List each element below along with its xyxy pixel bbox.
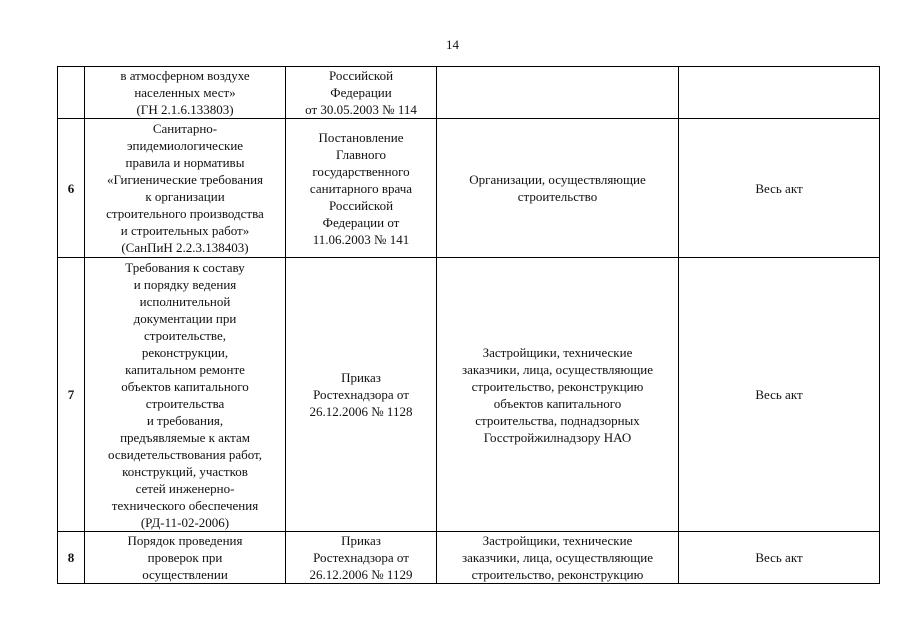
approving-act-cell-line: 26.12.2006 № 1128 xyxy=(309,404,413,419)
subjects-cell-line: Застройщики, технические xyxy=(482,533,633,548)
document-name-cell-line: технического обеспечения xyxy=(111,497,259,513)
approving-act-cell-line: Постановление xyxy=(318,129,404,145)
subjects-cell xyxy=(437,532,679,584)
document-name-cell xyxy=(85,119,286,258)
subjects-cell xyxy=(437,67,679,119)
document-name-cell-line: к организации xyxy=(145,189,225,204)
document-name-cell-line: населенных мест» xyxy=(134,85,236,100)
document-name-cell-line: правила и нормативы xyxy=(125,155,245,170)
approving-act-cell-line: Российской xyxy=(328,197,394,213)
document-name-cell-line: сетей инженерно- xyxy=(135,480,235,496)
approving-act-cell-line: 26.12.2006 № 1129 xyxy=(309,567,413,582)
document-name-cell-line: Требования к составу xyxy=(125,259,245,275)
approving-act-cell xyxy=(286,119,437,258)
document-name-cell-line: Порядок проведения xyxy=(127,533,243,548)
approving-act-cell-line: от 30.05.2003 № 114 xyxy=(305,102,417,117)
subjects-cell-line: строительства, поднадзорных xyxy=(475,412,640,428)
scope-cell: Весь акт xyxy=(679,532,880,584)
subjects-cell xyxy=(437,119,679,258)
document-name-cell xyxy=(85,67,286,119)
document-name-cell-line: осуществлении xyxy=(142,567,228,582)
document-name-cell-line: строительстве, xyxy=(144,327,226,343)
document-name-cell-line: (ГН 2.1.6.133803) xyxy=(136,102,234,117)
subjects-cell-line: строительство, реконструкцию xyxy=(471,378,644,394)
subjects-cell xyxy=(437,258,679,532)
approving-act-cell-line: санитарного врача xyxy=(309,180,413,196)
subjects-cell-line: объектов капитального xyxy=(493,395,622,411)
approving-act-cell-line: Федерации от xyxy=(322,214,400,230)
approving-act-cell xyxy=(286,532,437,584)
subjects-cell-line: заказчики, лица, осуществляющие xyxy=(462,361,653,377)
page-number: 14 xyxy=(446,37,459,52)
scope-cell: Весь акт xyxy=(679,258,880,532)
document-name-cell-line: документации при xyxy=(133,310,237,326)
document-name-cell-line: строительного производства xyxy=(106,206,264,221)
table-row xyxy=(58,532,880,584)
table-row xyxy=(58,119,880,258)
row-number: 8 xyxy=(58,532,85,584)
document-name-cell-line: исполнительной xyxy=(139,293,231,309)
scope-cell: Весь акт xyxy=(679,119,880,258)
document-name-cell-line: (РД-11-02-2006) xyxy=(140,514,230,530)
acts-table xyxy=(57,66,880,584)
document-name-cell-line: освидетельствования работ, xyxy=(108,446,262,462)
document-name-cell-line: Санитарно- xyxy=(152,121,218,136)
approving-act-cell-line: Федерации xyxy=(330,85,392,100)
document-name-cell-line: в атмосферном воздухе xyxy=(120,68,250,83)
approving-act-cell-line: Главного xyxy=(336,146,386,162)
document-name-cell-line: реконструкции, xyxy=(141,344,229,360)
document-name-cell-line: и порядку ведения xyxy=(133,276,237,292)
subjects-cell-line: Госстройжилнадзору НАО xyxy=(483,429,632,445)
subjects-cell-line: строительство xyxy=(517,189,598,204)
document-name-cell-line: конструкций, участков xyxy=(122,463,248,479)
document-name-cell-line: и требования, xyxy=(146,412,224,428)
scope-cell xyxy=(679,67,880,119)
subjects-cell-line: Организации, осуществляющие xyxy=(469,172,646,187)
approving-act-cell xyxy=(286,258,437,532)
approving-act-cell-line: Российской xyxy=(328,68,394,83)
row-number xyxy=(58,67,85,119)
table-row xyxy=(58,67,880,119)
document-name-cell xyxy=(85,532,286,584)
document-name-cell-line: объектов капитального xyxy=(121,378,249,394)
row-number: 6 xyxy=(58,119,85,258)
document-name-cell-line: капитальном ремонте xyxy=(125,361,245,377)
approving-act-cell-line: 11.06.2003 № 141 xyxy=(312,231,410,247)
approving-act-cell-line: Ростехнадзора от xyxy=(313,550,409,565)
subjects-cell-line: Застройщики, технические xyxy=(482,344,633,360)
approving-act-cell-line: Ростехнадзора от xyxy=(313,387,409,402)
document-name-cell-line: строительства xyxy=(145,395,225,411)
document-name-cell-line: проверок при xyxy=(147,550,223,565)
document-name-cell xyxy=(85,258,286,532)
document-name-cell-line: и строительных работ» xyxy=(120,223,250,238)
approving-act-cell-line: Приказ xyxy=(341,533,381,548)
document-name-cell-line: «Гигиенические требования xyxy=(107,172,263,187)
table-row xyxy=(58,258,880,532)
approving-act-cell xyxy=(286,67,437,119)
approving-act-cell-line: государственного xyxy=(312,163,410,179)
document-name-cell-line: предъявляемые к актам xyxy=(120,429,250,445)
subjects-cell-line: заказчики, лица, осуществляющие xyxy=(462,550,653,565)
document-name-cell-line: (СанПиН 2.2.3.138403) xyxy=(121,240,249,255)
row-number: 7 xyxy=(58,258,85,532)
subjects-cell-line: строительство, реконструкцию xyxy=(471,567,644,582)
approving-act-cell-line: Приказ xyxy=(341,370,381,385)
document-name-cell-line: эпидемиологические xyxy=(126,138,244,153)
